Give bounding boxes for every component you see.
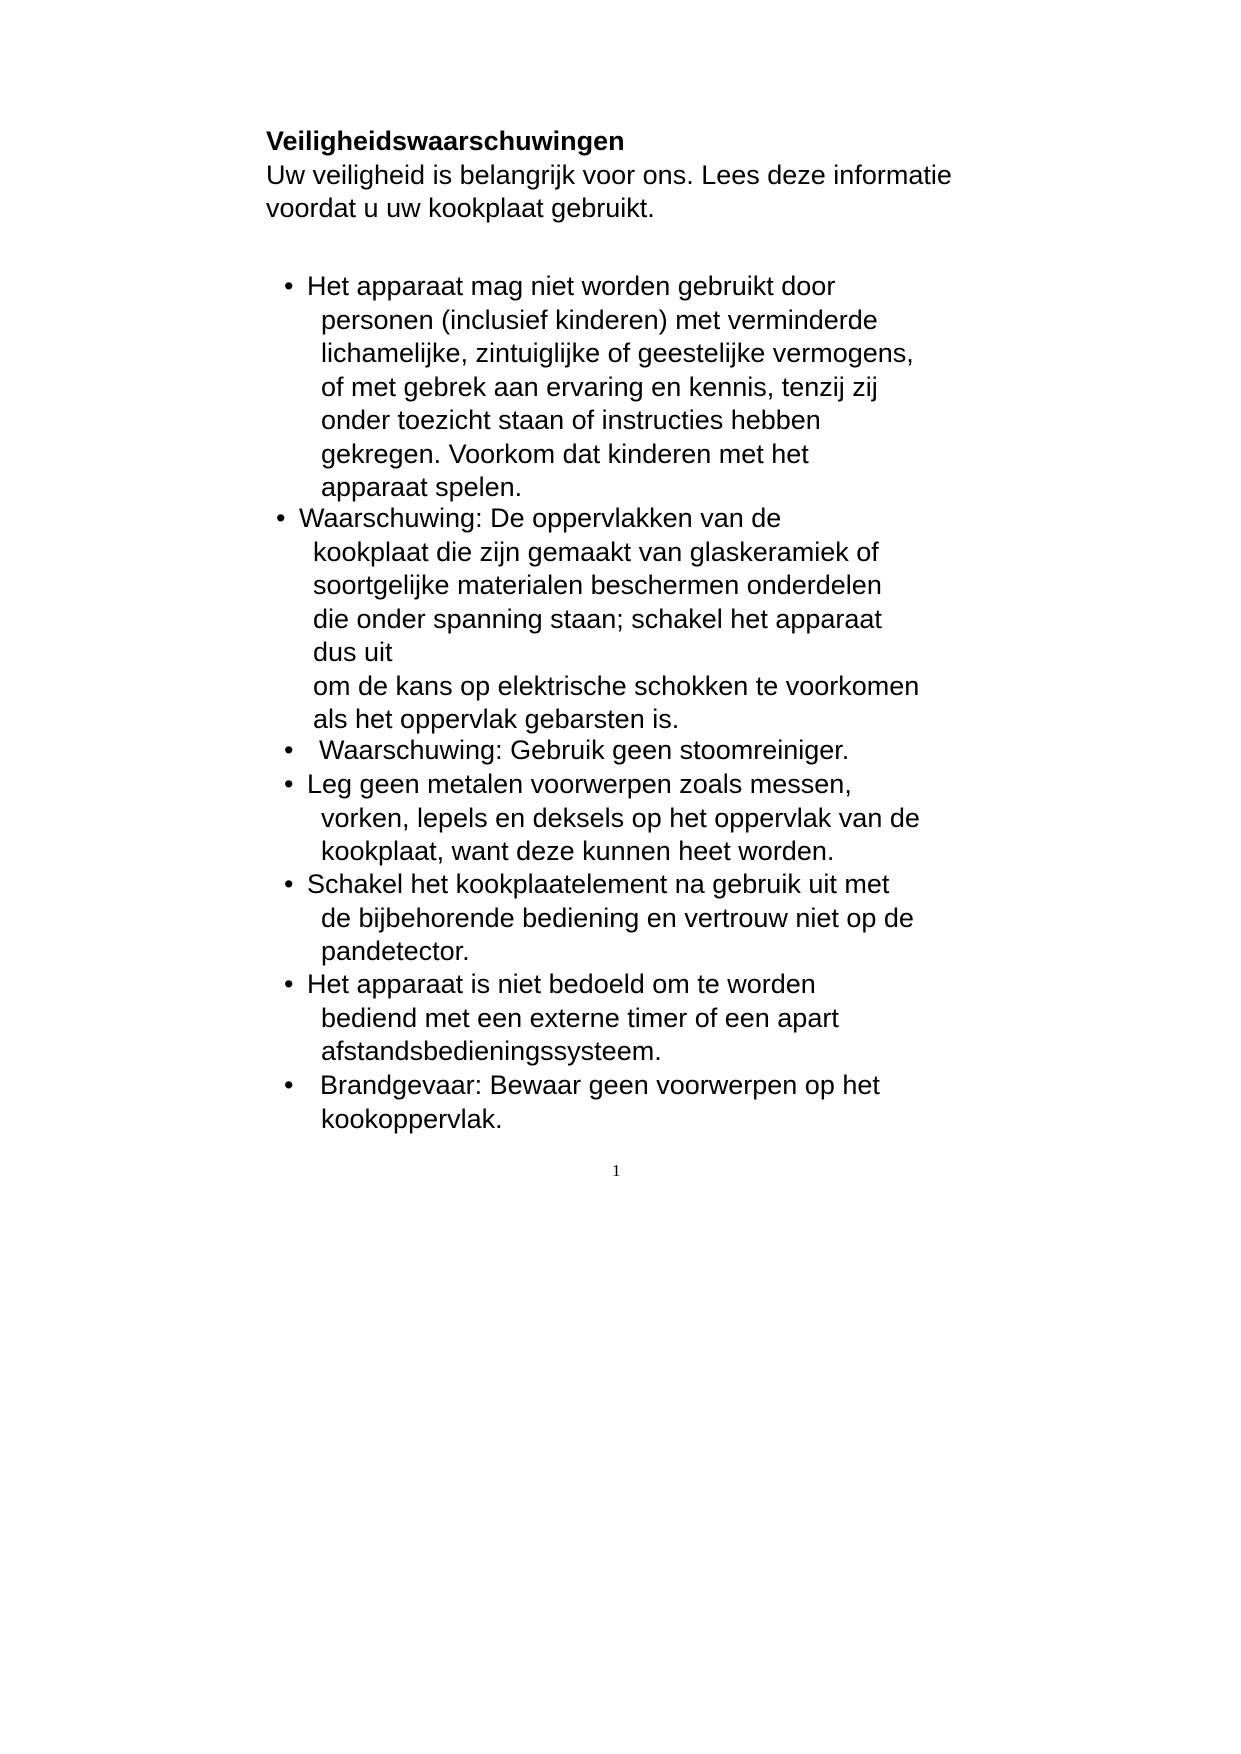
bullet-point-icon: • <box>284 869 294 899</box>
list-item-line: afstandsbedieningssysteem. <box>321 1036 662 1066</box>
list-item-line: soortgelijke materialen beschermen onderdelen <box>313 570 882 600</box>
list-item-line: die onder spanning staan; schakel het apparaat <box>313 603 882 634</box>
bullet-point-icon: • <box>284 969 294 999</box>
list-item-line: apparaat spelen. <box>321 472 523 502</box>
list-item-line: Brandgevaar: Bewaar geen voorwerpen op het <box>320 1070 880 1100</box>
list-item-line: de bijbehorende bediening en vertrouw niet op de <box>321 902 914 933</box>
list-item-line: onder toezicht staan of instructies hebben <box>321 405 821 435</box>
list-item-line: als het oppervlak gebarsten is. <box>313 704 680 734</box>
list-item-line: kookplaat die zijn gemaakt van glaskeramiek of <box>313 536 879 567</box>
bullet-point-icon: • <box>284 735 294 765</box>
bullet-point-icon: • <box>284 271 294 301</box>
list-item <box>284 734 850 768</box>
list-item-line: dus uit <box>313 637 393 667</box>
list-item-line: Het apparaat is niet bedoeld om te worden <box>307 969 816 999</box>
list-item <box>284 768 920 869</box>
list-item-line: Waarschuwing: Gebruik geen stoomreiniger. <box>319 735 850 765</box>
list-item-line: of met gebrek aan ervaring en kennis, tenzij zij <box>321 371 878 402</box>
list-item-line: kookplaat, want deze kunnen heet worden. <box>321 836 835 866</box>
list-item-line: pandetector. <box>321 936 470 966</box>
list-item <box>284 1069 880 1136</box>
list-item-line: vorken, lepels en deksels op het oppervlak van de <box>321 802 920 833</box>
list-item-line: bediend met een externe timer of een apart <box>321 1002 839 1033</box>
list-item <box>284 868 914 969</box>
list-item-line: personen (inclusief kinderen) met verminderde <box>321 304 878 335</box>
intro-line: Uw veiligheid is belangrijk voor ons. Lees deze informatie <box>266 160 952 190</box>
list-item-line: gekregen. Voorkom dat kinderen met het <box>321 438 809 469</box>
list-item <box>284 270 914 505</box>
bullet-point-icon: • <box>284 769 294 799</box>
list-item <box>276 502 920 737</box>
bullet-point-icon: • <box>284 1070 294 1100</box>
list-item-line: Waarschuwing: De oppervlakken van de <box>299 503 782 533</box>
bullet-point-icon: • <box>276 503 286 533</box>
list-item-line: lichamelijke, zintuiglijke of geestelijke vermogens, <box>321 338 914 368</box>
intro-line: voordat u uw kookplaat gebruikt. <box>266 193 655 223</box>
list-item-line: Schakel het kookplaatelement na gebruik uit met <box>307 869 890 899</box>
list-item <box>284 968 839 1069</box>
page-number: 1 <box>612 1161 621 1180</box>
page-title: Veiligheidswaarschuwingen <box>266 126 625 156</box>
list-item-line: kookoppervlak. <box>321 1103 503 1134</box>
list-item-line: Het apparaat mag niet worden gebruikt door <box>307 271 836 301</box>
list-item-line: om de kans op elektrische schokken te voorkomen <box>313 670 920 701</box>
list-item-line: Leg geen metalen voorwerpen zoals messen, <box>307 769 852 799</box>
